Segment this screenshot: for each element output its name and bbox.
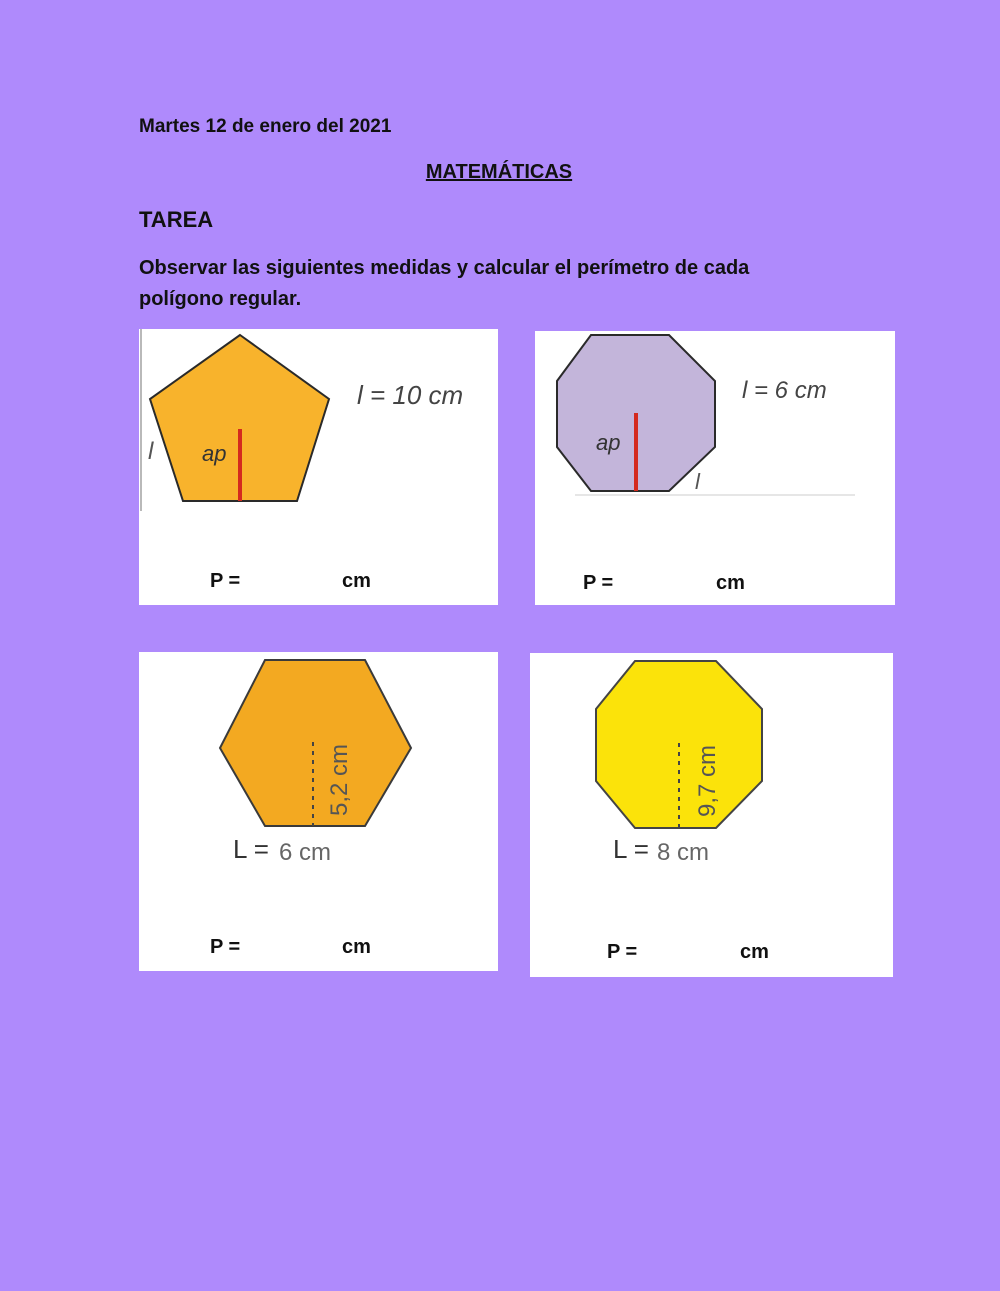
perimeter-unit: cm [740, 941, 769, 963]
perimeter-label: P = [210, 570, 241, 592]
apothem-value: 5,2 cm [326, 743, 353, 816]
side-measure-prefix: L = [233, 834, 269, 864]
side-measure-value: 8 cm [657, 839, 710, 866]
perimeter-unit: cm [342, 570, 371, 592]
side-measure: l = 10 cm [357, 380, 464, 410]
apothem-label: ap [596, 430, 621, 455]
exercise-card-hexagon [139, 652, 498, 971]
octagon-yellow-figure [530, 653, 893, 977]
perimeter-label: P = [210, 936, 241, 958]
side-measure-value: 6 cm [279, 839, 332, 866]
perimeter-label: P = [607, 941, 638, 963]
exercise-card-octagon [535, 331, 895, 605]
subject-title: MATEMÁTICAS [425, 161, 573, 183]
perimeter-label: P = [583, 572, 614, 594]
side-label: l [695, 469, 700, 494]
side-measure-prefix: L = [613, 834, 649, 864]
perimeter-unit: cm [716, 572, 745, 594]
hexagon-shape [220, 660, 411, 826]
apothem-value: 9,7 cm [694, 744, 721, 817]
exercise-card-pentagon [139, 329, 498, 605]
side-label: l [148, 438, 154, 465]
hexagon-figure [139, 652, 498, 971]
task-heading: TAREA [139, 207, 214, 232]
date-line: Martes 12 de enero del 2021 [139, 116, 392, 137]
side-measure: l = 6 cm [742, 377, 827, 404]
apothem-label: ap [202, 441, 227, 466]
pentagon-figure [139, 329, 498, 605]
perimeter-unit: cm [342, 936, 371, 958]
octagon-figure [535, 331, 895, 605]
exercise-card-octagon-yellow [530, 653, 893, 977]
instructions: Observar las siguientes medidas y calcular el perímetro de cada polígono regular. [139, 257, 750, 310]
